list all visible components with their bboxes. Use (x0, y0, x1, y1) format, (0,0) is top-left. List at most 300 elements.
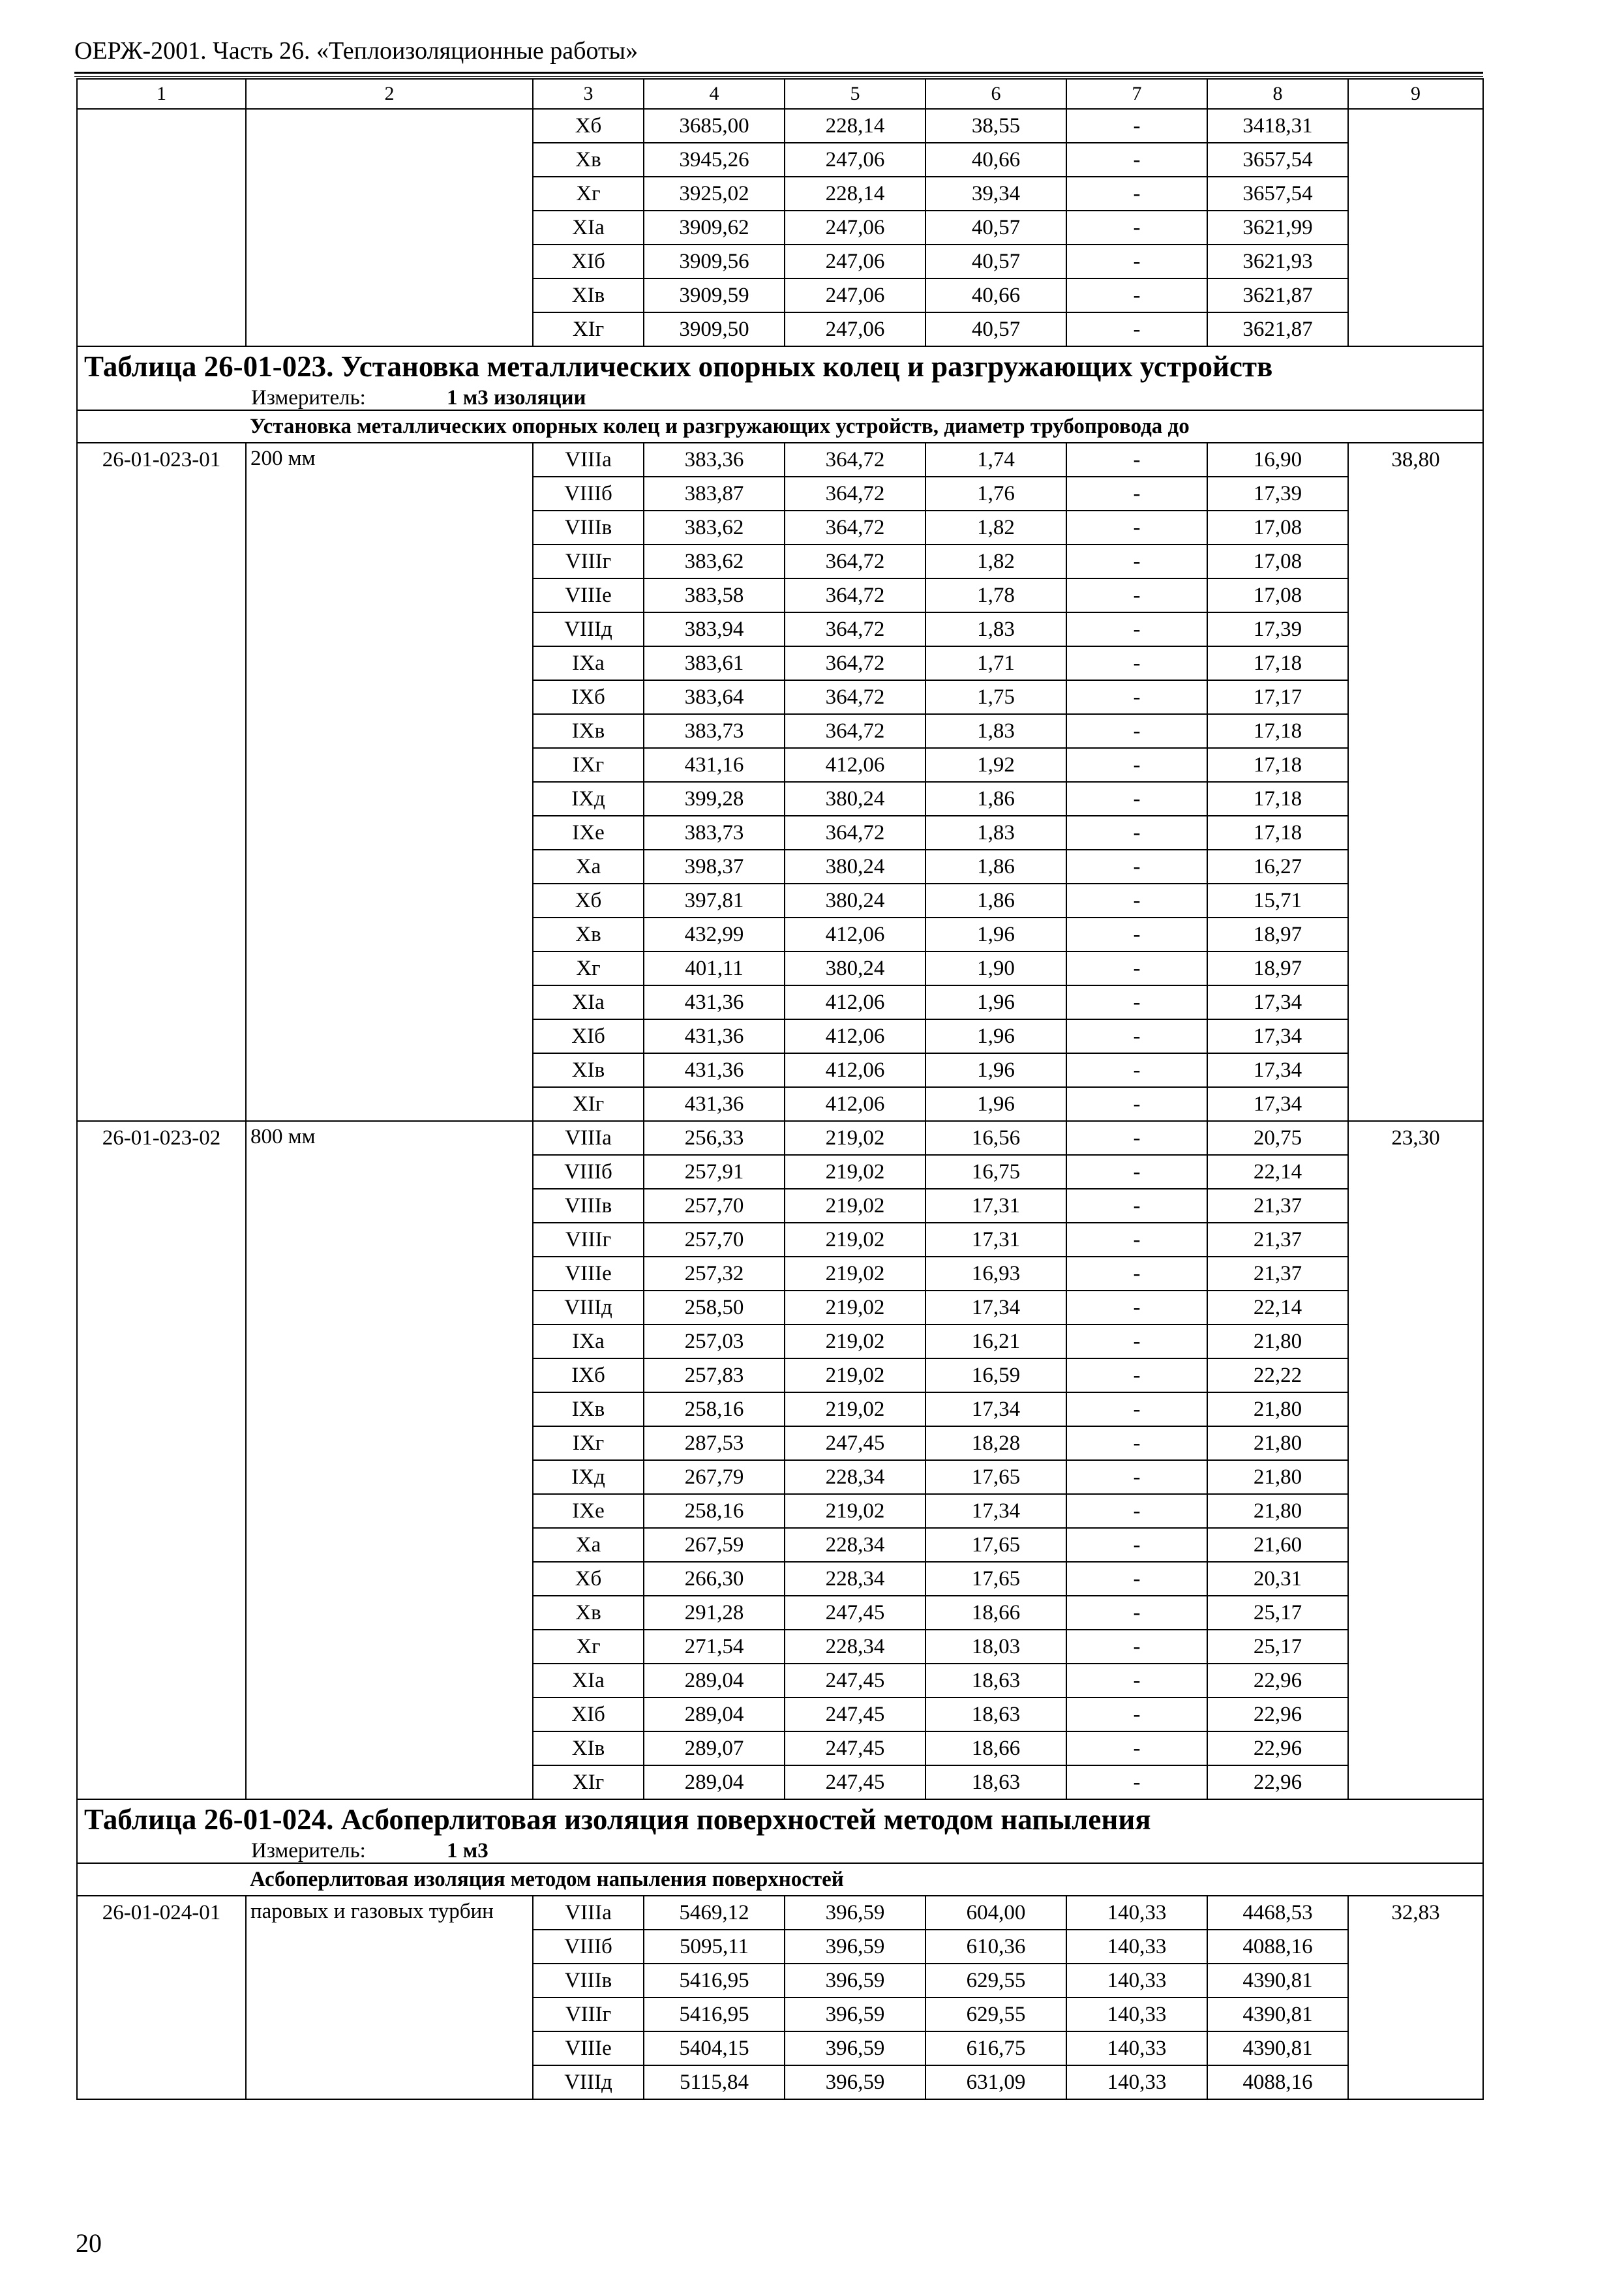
value-cell: 219,02 (785, 1392, 925, 1426)
value-cell: 21,80 (1207, 1426, 1348, 1460)
value-cell: 257,32 (644, 1257, 785, 1291)
value-cell: 5115,84 (644, 2065, 785, 2099)
value-cell: 3909,50 (644, 312, 785, 346)
value-cell: 21,80 (1207, 1324, 1348, 1358)
object-code-cell: VIIIв (533, 1189, 644, 1223)
value-cell: 15,71 (1207, 884, 1348, 918)
value-cell: 228,34 (785, 1630, 925, 1664)
value-cell: 17,65 (925, 1562, 1066, 1596)
value-cell: 396,59 (785, 2065, 925, 2099)
value-cell: - (1066, 578, 1207, 612)
table-row (77, 1121, 1483, 1155)
page-number: 20 (76, 2228, 102, 2258)
object-code-cell: Хв (533, 1596, 644, 1630)
value-cell: - (1066, 1189, 1207, 1223)
value-cell: 40,66 (925, 278, 1066, 312)
object-code-cell: Ха (533, 1528, 644, 1562)
value-cell: 219,02 (785, 1291, 925, 1324)
value-cell: 219,02 (785, 1189, 925, 1223)
value-cell: 17,18 (1207, 646, 1348, 680)
value-cell: 3909,62 (644, 211, 785, 245)
value-cell: 247,06 (785, 245, 925, 278)
value-cell: - (1066, 1358, 1207, 1392)
value-cell: 3621,87 (1207, 278, 1348, 312)
value-cell: 3909,56 (644, 245, 785, 278)
value-cell: 398,37 (644, 850, 785, 884)
value-cell: 364,72 (785, 646, 925, 680)
value-cell: 21,80 (1207, 1392, 1348, 1426)
code-cell (77, 109, 246, 346)
value-cell: 267,59 (644, 1528, 785, 1562)
value-cell: 21,37 (1207, 1257, 1348, 1291)
value-cell: 5095,11 (644, 1930, 785, 1964)
object-code-cell: IXа (533, 1324, 644, 1358)
value-cell: 228,34 (785, 1460, 925, 1494)
value-cell: 431,36 (644, 1087, 785, 1121)
object-code-cell: Хг (533, 951, 644, 985)
value-cell: 431,36 (644, 1053, 785, 1087)
value-cell: 431,16 (644, 748, 785, 782)
value-cell: 257,91 (644, 1155, 785, 1189)
value-cell: 1,76 (925, 477, 1066, 511)
value-cell: 219,02 (785, 1358, 925, 1392)
object-code-cell: Хв (533, 918, 644, 951)
value-cell: 247,06 (785, 143, 925, 177)
value-cell: 396,59 (785, 2031, 925, 2065)
value-cell: - (1066, 646, 1207, 680)
value-cell: - (1066, 1494, 1207, 1528)
value-cell: 18,63 (925, 1765, 1066, 1799)
object-code-cell: VIIIв (533, 511, 644, 545)
value-cell: - (1066, 884, 1207, 918)
col9-cell: 38,80 (1348, 443, 1483, 1121)
value-cell: 40,57 (925, 245, 1066, 278)
value-cell: 364,72 (785, 545, 925, 578)
value-cell: 432,99 (644, 918, 785, 951)
object-code-cell: XIа (533, 1664, 644, 1698)
object-code-cell: VIIIг (533, 1223, 644, 1257)
value-cell: 3685,00 (644, 109, 785, 143)
value-cell: 17,34 (925, 1392, 1066, 1426)
value-cell: - (1066, 511, 1207, 545)
value-cell: 1,83 (925, 816, 1066, 850)
value-cell: 257,03 (644, 1324, 785, 1358)
value-cell: 271,54 (644, 1630, 785, 1664)
value-cell: - (1066, 1765, 1207, 1799)
column-number: 5 (785, 79, 925, 109)
value-cell: 17,34 (1207, 1019, 1348, 1053)
value-cell: - (1066, 177, 1207, 211)
value-cell: 610,36 (925, 1930, 1066, 1964)
value-cell: 20,31 (1207, 1562, 1348, 1596)
value-cell: - (1066, 612, 1207, 646)
object-code-cell: XIв (533, 1731, 644, 1765)
value-cell: 17,08 (1207, 545, 1348, 578)
group-title: Асбоперлитовая изоляция методом напыления поверхностей (77, 1863, 1483, 1896)
object-code-cell: XIа (533, 211, 644, 245)
measure-cell (77, 386, 1483, 410)
object-code-cell: VIIIд (533, 2065, 644, 2099)
value-cell: - (1066, 1053, 1207, 1087)
value-cell: - (1066, 109, 1207, 143)
table-title: Таблица 26-01-024. Асбоперлитовая изоляция поверхностей методом напыления (77, 1799, 1483, 1839)
value-cell: 17,17 (1207, 680, 1348, 714)
value-cell: 4088,16 (1207, 1930, 1348, 1964)
value-cell: 1,96 (925, 1019, 1066, 1053)
object-code-cell: Хг (533, 1630, 644, 1664)
value-cell: 22,14 (1207, 1155, 1348, 1189)
value-cell: 412,06 (785, 748, 925, 782)
value-cell: 604,00 (925, 1896, 1066, 1930)
table-row (77, 109, 1483, 143)
value-cell: 1,96 (925, 1053, 1066, 1087)
object-code-cell: XIб (533, 1698, 644, 1731)
value-cell: - (1066, 245, 1207, 278)
value-cell: 140,33 (1066, 1896, 1207, 1930)
object-code-cell: Хв (533, 143, 644, 177)
value-cell: 247,45 (785, 1698, 925, 1731)
value-cell: 616,75 (925, 2031, 1066, 2065)
value-cell: 1,86 (925, 884, 1066, 918)
value-cell: 364,72 (785, 578, 925, 612)
object-code-cell: IXб (533, 1358, 644, 1392)
value-cell: - (1066, 1460, 1207, 1494)
value-cell: 257,70 (644, 1223, 785, 1257)
value-cell: 18,97 (1207, 918, 1348, 951)
value-cell: 21,37 (1207, 1223, 1348, 1257)
object-code-cell: IXд (533, 1460, 644, 1494)
value-cell: 17,34 (925, 1291, 1066, 1324)
value-cell: 17,08 (1207, 578, 1348, 612)
value-cell: 17,18 (1207, 714, 1348, 748)
object-code-cell: Хб (533, 1562, 644, 1596)
value-cell: 16,21 (925, 1324, 1066, 1358)
value-cell: 1,96 (925, 985, 1066, 1019)
value-cell: - (1066, 1596, 1207, 1630)
value-cell: 18,63 (925, 1698, 1066, 1731)
object-code-cell: Ха (533, 850, 644, 884)
object-code-cell: VIIIд (533, 1291, 644, 1324)
table-row (77, 443, 1483, 477)
value-cell: 5404,15 (644, 2031, 785, 2065)
value-cell: 4390,81 (1207, 1997, 1348, 2031)
value-cell: 17,31 (925, 1223, 1066, 1257)
value-cell: 219,02 (785, 1494, 925, 1528)
name-cell: 200 мм (246, 443, 533, 1121)
value-cell: 291,28 (644, 1596, 785, 1630)
value-cell: 396,59 (785, 1930, 925, 1964)
value-cell: 364,72 (785, 714, 925, 748)
object-code-cell: IXб (533, 680, 644, 714)
value-cell: 380,24 (785, 782, 925, 816)
value-cell: 3621,87 (1207, 312, 1348, 346)
value-cell: 247,06 (785, 312, 925, 346)
measure-label: Измеритель: (251, 386, 366, 410)
value-cell: 25,17 (1207, 1630, 1348, 1664)
value-cell: - (1066, 1426, 1207, 1460)
value-cell: 257,70 (644, 1189, 785, 1223)
column-number: 9 (1348, 79, 1483, 109)
value-cell: - (1066, 1019, 1207, 1053)
value-cell: 631,09 (925, 2065, 1066, 2099)
measure-row (77, 1839, 1483, 1863)
header-rule-thin (74, 76, 1483, 77)
value-cell: - (1066, 918, 1207, 951)
object-code-cell: VIIIе (533, 578, 644, 612)
object-code-cell: VIIIа (533, 443, 644, 477)
code-cell: 26-01-023-01 (77, 443, 246, 1121)
table-row (77, 1896, 1483, 1930)
value-cell: 219,02 (785, 1324, 925, 1358)
value-cell: 383,87 (644, 477, 785, 511)
value-cell: - (1066, 1155, 1207, 1189)
value-cell: 412,06 (785, 1053, 925, 1087)
value-cell: 228,34 (785, 1528, 925, 1562)
value-cell: 383,62 (644, 511, 785, 545)
measure-value: 1 м3 изоляции (447, 386, 586, 410)
table-title-row (77, 1799, 1483, 1839)
value-cell: 18,28 (925, 1426, 1066, 1460)
value-cell: 22,96 (1207, 1731, 1348, 1765)
value-cell: - (1066, 985, 1207, 1019)
object-code-cell: VIIIб (533, 1930, 644, 1964)
value-cell: 228,14 (785, 177, 925, 211)
value-cell: 397,81 (644, 884, 785, 918)
value-cell: 3621,99 (1207, 211, 1348, 245)
value-cell: - (1066, 1664, 1207, 1698)
object-code-cell: IXа (533, 646, 644, 680)
object-code-cell: VIIIв (533, 1964, 644, 1997)
value-cell: - (1066, 312, 1207, 346)
value-cell: 383,58 (644, 578, 785, 612)
value-cell: 1,82 (925, 511, 1066, 545)
value-cell: 17,39 (1207, 612, 1348, 646)
value-cell: 247,45 (785, 1765, 925, 1799)
value-cell: 16,93 (925, 1257, 1066, 1291)
value-cell: 17,34 (1207, 985, 1348, 1019)
value-cell: 401,11 (644, 951, 785, 985)
value-cell: 140,33 (1066, 1930, 1207, 1964)
value-cell: 39,34 (925, 177, 1066, 211)
value-cell: 267,79 (644, 1460, 785, 1494)
object-code-cell: VIIIг (533, 545, 644, 578)
value-cell: 1,71 (925, 646, 1066, 680)
value-cell: - (1066, 143, 1207, 177)
value-cell: - (1066, 1291, 1207, 1324)
value-cell: 17,65 (925, 1528, 1066, 1562)
value-cell: 16,75 (925, 1155, 1066, 1189)
value-cell: 40,57 (925, 211, 1066, 245)
code-cell: 26-01-024-01 (77, 1896, 246, 2099)
column-number-row (77, 79, 1483, 109)
value-cell: - (1066, 1324, 1207, 1358)
value-cell: 1,82 (925, 545, 1066, 578)
value-cell: 383,73 (644, 816, 785, 850)
rates-table (76, 78, 1484, 2100)
value-cell: 1,83 (925, 612, 1066, 646)
value-cell: 17,34 (925, 1494, 1066, 1528)
object-code-cell: XIв (533, 278, 644, 312)
value-cell: - (1066, 1223, 1207, 1257)
value-cell: 21,80 (1207, 1494, 1348, 1528)
value-cell: 5416,95 (644, 1964, 785, 1997)
value-cell: 364,72 (785, 477, 925, 511)
value-cell: 3909,59 (644, 278, 785, 312)
value-cell: 18,03 (925, 1630, 1066, 1664)
object-code-cell: VIIIд (533, 612, 644, 646)
value-cell: 1,96 (925, 1087, 1066, 1121)
value-cell: 4390,81 (1207, 2031, 1348, 2065)
value-cell: 17,39 (1207, 477, 1348, 511)
value-cell: 22,14 (1207, 1291, 1348, 1324)
value-cell: 412,06 (785, 1019, 925, 1053)
object-code-cell: IXв (533, 1392, 644, 1426)
measure-label: Измеритель: (251, 1839, 366, 1863)
value-cell: - (1066, 1257, 1207, 1291)
value-cell: 364,72 (785, 511, 925, 545)
value-cell: 383,64 (644, 680, 785, 714)
value-cell: 140,33 (1066, 2031, 1207, 2065)
measure-cell (77, 1839, 1483, 1863)
value-cell: 1,83 (925, 714, 1066, 748)
document-title: ОЕРЖ-2001. Часть 26. «Теплоизоляционные работы» (74, 37, 639, 65)
value-cell: - (1066, 850, 1207, 884)
value-cell: 38,55 (925, 109, 1066, 143)
value-cell: - (1066, 951, 1207, 985)
col9-cell: 23,30 (1348, 1121, 1483, 1799)
column-number: 1 (77, 79, 246, 109)
value-cell: 247,06 (785, 211, 925, 245)
value-cell: 247,06 (785, 278, 925, 312)
value-cell: 21,60 (1207, 1528, 1348, 1562)
column-number: 6 (925, 79, 1066, 109)
object-code-cell: IXе (533, 1494, 644, 1528)
object-code-cell: XIг (533, 1087, 644, 1121)
value-cell: 364,72 (785, 680, 925, 714)
value-cell: 25,17 (1207, 1596, 1348, 1630)
value-cell: 18,66 (925, 1731, 1066, 1765)
value-cell: 17,08 (1207, 511, 1348, 545)
object-code-cell: VIIIб (533, 477, 644, 511)
column-number: 3 (533, 79, 644, 109)
value-cell: 40,57 (925, 312, 1066, 346)
value-cell: 396,59 (785, 1896, 925, 1930)
table-title: Таблица 26-01-023. Установка металлических опорных колец и разгружающих устройств (77, 346, 1483, 386)
value-cell: - (1066, 443, 1207, 477)
value-cell: 219,02 (785, 1155, 925, 1189)
value-cell: - (1066, 816, 1207, 850)
value-cell: - (1066, 477, 1207, 511)
object-code-cell: VIIIа (533, 1121, 644, 1155)
value-cell: 383,61 (644, 646, 785, 680)
code-cell: 26-01-023-02 (77, 1121, 246, 1799)
value-cell: 1,92 (925, 748, 1066, 782)
measure-row (77, 386, 1483, 410)
value-cell: 228,14 (785, 109, 925, 143)
object-code-cell: VIIIг (533, 1997, 644, 2031)
value-cell: - (1066, 680, 1207, 714)
value-cell: 3945,26 (644, 143, 785, 177)
object-code-cell: XIб (533, 245, 644, 278)
object-code-cell: VIIIб (533, 1155, 644, 1189)
value-cell: 16,90 (1207, 443, 1348, 477)
value-cell: 289,04 (644, 1698, 785, 1731)
value-cell: 40,66 (925, 143, 1066, 177)
value-cell: 3925,02 (644, 177, 785, 211)
value-cell: 257,83 (644, 1358, 785, 1392)
value-cell: 258,16 (644, 1494, 785, 1528)
column-number: 2 (246, 79, 533, 109)
value-cell: 289,04 (644, 1664, 785, 1698)
measure-value: 1 м3 (447, 1839, 489, 1863)
value-cell: 3621,93 (1207, 245, 1348, 278)
value-cell: 3657,54 (1207, 177, 1348, 211)
value-cell: 247,45 (785, 1731, 925, 1765)
column-number: 7 (1066, 79, 1207, 109)
value-cell: 1,86 (925, 850, 1066, 884)
value-cell: - (1066, 714, 1207, 748)
name-cell: паровых и газовых турбин (246, 1896, 533, 2099)
object-code-cell: VIIIа (533, 1896, 644, 1930)
value-cell: 219,02 (785, 1121, 925, 1155)
page-header (74, 38, 1483, 77)
value-cell: 16,56 (925, 1121, 1066, 1155)
value-cell: 4390,81 (1207, 1964, 1348, 1997)
value-cell: 1,96 (925, 918, 1066, 951)
column-number: 8 (1207, 79, 1348, 109)
value-cell: - (1066, 1698, 1207, 1731)
column-number: 4 (644, 79, 785, 109)
value-cell: - (1066, 782, 1207, 816)
value-cell: 364,72 (785, 443, 925, 477)
value-cell: 629,55 (925, 1997, 1066, 2031)
value-cell: 219,02 (785, 1223, 925, 1257)
value-cell: 383,36 (644, 443, 785, 477)
value-cell: - (1066, 748, 1207, 782)
name-cell (246, 109, 533, 346)
value-cell: 1,75 (925, 680, 1066, 714)
value-cell: - (1066, 1528, 1207, 1562)
value-cell: 396,59 (785, 1964, 925, 1997)
value-cell: 22,96 (1207, 1765, 1348, 1799)
value-cell: 364,72 (785, 612, 925, 646)
value-cell: 140,33 (1066, 2065, 1207, 2099)
value-cell: 412,06 (785, 918, 925, 951)
value-cell: 140,33 (1066, 1997, 1207, 2031)
value-cell: 18,97 (1207, 951, 1348, 985)
object-code-cell: IXг (533, 748, 644, 782)
object-code-cell: XIв (533, 1053, 644, 1087)
value-cell: 247,45 (785, 1664, 925, 1698)
value-cell: 383,62 (644, 545, 785, 578)
object-code-cell: Хг (533, 177, 644, 211)
value-cell: 399,28 (644, 782, 785, 816)
value-cell: 1,86 (925, 782, 1066, 816)
value-cell: - (1066, 1087, 1207, 1121)
col9-cell: 32,83 (1348, 1896, 1483, 2099)
value-cell: - (1066, 278, 1207, 312)
value-cell: 629,55 (925, 1964, 1066, 1997)
value-cell: 17,18 (1207, 816, 1348, 850)
value-cell: 247,45 (785, 1426, 925, 1460)
value-cell: 289,04 (644, 1765, 785, 1799)
object-code-cell: IXг (533, 1426, 644, 1460)
value-cell: - (1066, 545, 1207, 578)
value-cell: 17,18 (1207, 748, 1348, 782)
object-code-cell: XIб (533, 1019, 644, 1053)
value-cell: 16,59 (925, 1358, 1066, 1392)
value-cell: 1,90 (925, 951, 1066, 985)
